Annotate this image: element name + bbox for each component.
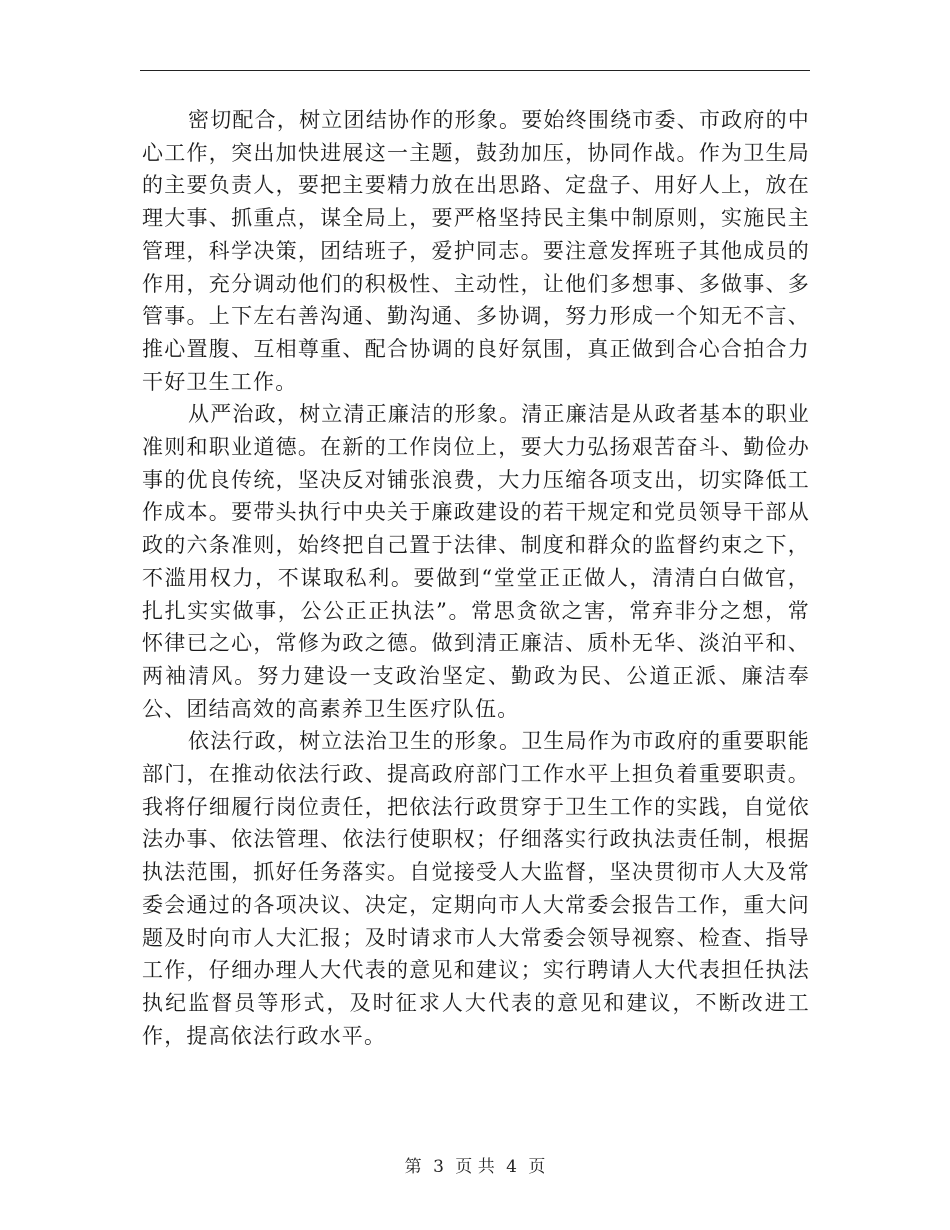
footer-suffix: 页	[528, 1157, 546, 1177]
page-footer	[0, 1152, 950, 1177]
footer-prefix: 第	[404, 1157, 422, 1177]
paragraph-integrity: 从严治政，树立清正廉洁的形象。清正廉洁是从政者基本的职业准则和职业道德。在新的工作岗位上，要大力弘扬艰苦奋斗、勤俭办事的优良传统，坚决反对铺张浪费，大力压缩各项支出，切实降低工作成本。要带头执行中央关于廉政建设的若干规定和党员领导干部从政的六条准则，始终把自己置于法律、制度和群众的监督约束之下，不滥用权力，不谋取私利。要做到“堂堂正正做人，清清白白做官，扎扎实实做事，公公正正执法”。常思贪欲之害，常弃非分之想，常怀律已之心，常修为政之德。做到清正廉洁、质朴无华、淡泊平和、两袖清风。努力建设一支政治坚定、勤政为民、公道正派、廉洁奉公、团结高效的高素养卫生医疗队伍。	[142, 402, 810, 721]
footer-middle: 页 共	[455, 1157, 495, 1177]
total-page-count: 4	[506, 1157, 517, 1177]
document-body	[142, 104, 810, 1052]
current-page-number: 3	[433, 1157, 444, 1177]
paragraph-cooperation: 密切配合，树立团结协作的形象。要始终围绕市委、市政府的中心工作，突出加快进展这一主题，鼓劲加压，协同作战。作为卫生局的主要负责人，要把主要精力放在出思路、定盘子、用好人上，放在理大事、抓重点，谋全局上，要严格坚持民主集中制原则，实施民主管理，科学决策，团结班子，爱护同志。要注意发挥班子其他成员的作用，充分调动他们的积极性、主动性，让他们多想事、多做事、多管事。上下左右善沟通、勤沟通、多协调，努力形成一个知无不言、推心置腹、互相尊重、配合协调的良好氛围，真正做到合心合拍合力干好卫生工作。	[142, 108, 810, 394]
header-rule	[140, 70, 810, 71]
paragraph-rule-of-law: 依法行政，树立法治卫生的形象。卫生局作为市政府的重要职能部门，在推动依法行政、提高政府部门工作水平上担负着重要职责。我将仔细履行岗位责任，把依法行政贯穿于卫生工作的实践，自觉依法办事、依法管理、依法行使职权；仔细落实行政执法责任制，根据执法范围，抓好任务落实。自觉接受人大监督，坚决贯彻市人大及常委会通过的各项决议、决定，定期向市人大常委会报告工作，重大问题及时向市人大汇报；及时请求市人大常委会领导视察、检查、指导工作，仔细办理人大代表的意见和建议；实行聘请人大代表担任执法执纪监督员等形式，及时征求人大代表的意见和建议，不断改进工作，提高依法行政水平。	[142, 729, 810, 1048]
